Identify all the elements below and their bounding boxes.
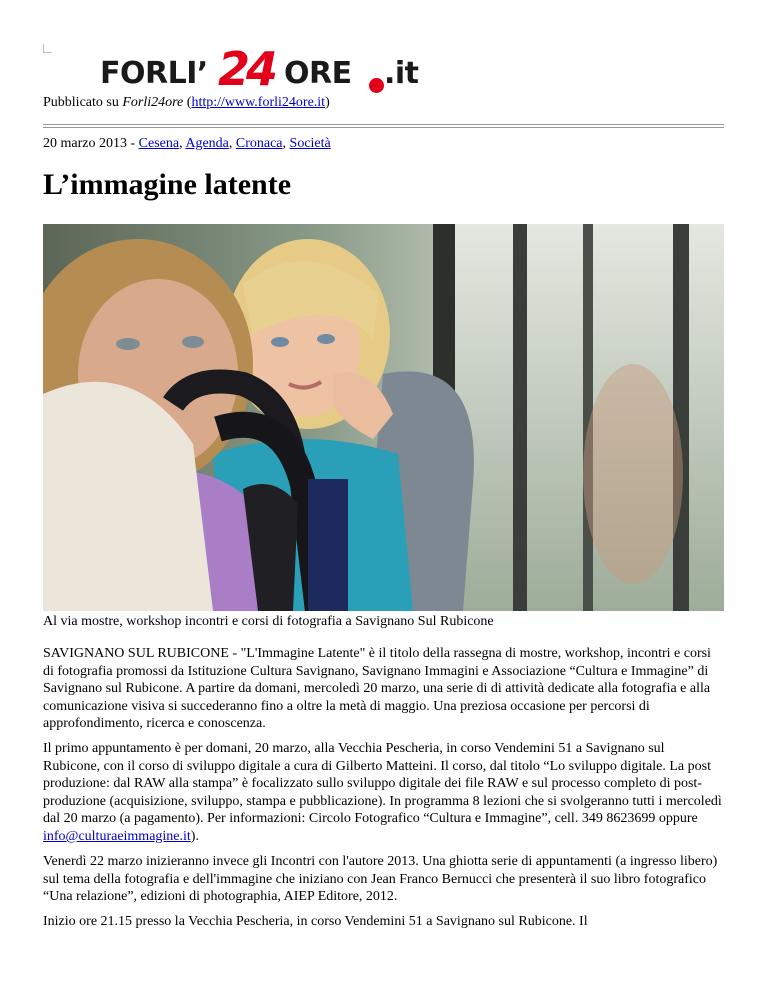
logo-24-text: 24 <box>218 42 275 96</box>
published-site: Forli24ore <box>122 95 184 110</box>
published-open: ( <box>183 95 192 110</box>
article-paragraph-1: SAVIGNANO SUL RUBICONE - "L'Immagine Latente" è il titolo della rassegna di mostre, workshop, incontri e corsi di fotografia promossi da Istituzione Cultura Savignano, Savignano Immagini e Associazione “Cultura e Immagine” di Savignano sul Rubicone. A partire da domani, mercoledì 20 marzo, una serie di di attività dedicate alla fotografia e alla comunicazione visiva si succederanno fino a oltre la metà di maggio. Una preziosa occasione per percorsi di approfondimento, ricerca e conoscenza. <box>43 646 711 732</box>
paragraph-2-text: Il primo appuntamento è per domani, 20 marzo, alla Vecchia Pescheria, in corso Vendemini 51 a Savignano sul Rubicone, con il corso di sviluppo digitale a cura di Gilberto Matteini. Il corso, dal titolo “Lo sviluppo digitale. La post produzione: dal RAW alla stampa” è focalizzato sullo sviluppo digitale dei file RAW e sul processo completo di post-produzione (acquisizione, sviluppo, stampa e pubblicazione). In programma 8 lezioni che si svolgeranno tutti i mercoledì dal 20 marzo (a pagamento). Per informazioni: Circolo Fotografico “Cultura e Immagine”, cell. 349 8623699 oppure <box>43 741 722 827</box>
article-paragraph-3: Venerdì 22 marzo inizieranno invece gli Incontri con l'autore 2013. Una ghiotta serie di appuntamenti (a ingresso libero) sul tema della fotografia e dell'immagine che iniziano con Jean Franco Bernucci che presenterà il suo libro fotografico “Una relazione”, edizioni di photographia, AIEP Editore, 2012. <box>43 854 718 905</box>
article-meta: 20 marzo 2013 - Cesena, Agenda, Cronaca, Società <box>43 136 331 151</box>
article-photo <box>43 224 724 611</box>
category-link-cronaca[interactable]: Cronaca <box>235 136 283 151</box>
paragraph-2-end: ). <box>190 828 199 844</box>
header-divider-2 <box>43 127 724 128</box>
published-prefix: Pubblicato su <box>43 95 123 110</box>
published-close: ) <box>325 95 330 110</box>
category-link-cesena[interactable]: Cesena <box>138 136 180 151</box>
article-date: 20 marzo 2013 <box>43 136 127 151</box>
photo-caption: Al via mostre, workshop incontri e corsi di fotografia a Savignano Sul Rubicone <box>43 614 494 629</box>
bus-passengers-photo <box>43 224 724 611</box>
article-paragraph-4: Inizio ore 21.15 presso la Vecchia Pescheria, in corso Vendemini 51 a Savignano sul Rubicone. Il <box>43 914 588 929</box>
logo-forli-text: FORLI’ <box>100 56 208 91</box>
published-line <box>43 95 330 111</box>
logo-dot-icon <box>369 78 384 93</box>
header-divider <box>43 124 724 125</box>
site-logo[interactable] <box>100 42 430 96</box>
page-corner-mark <box>43 44 52 53</box>
category-link-societa[interactable]: Società <box>289 136 331 151</box>
email-link[interactable]: info@culturaeimmagine.it <box>43 828 191 844</box>
category-link-agenda[interactable]: Agenda <box>185 136 229 151</box>
article-title: L’immagine latente <box>43 168 292 201</box>
logo-ore-text: ORE <box>284 56 352 91</box>
site-url-link[interactable]: http://www.forli24ore.it <box>191 95 326 110</box>
logo-it-text: .it <box>384 56 419 91</box>
meta-separator: - <box>126 136 139 151</box>
article-paragraph-2 <box>43 740 724 846</box>
